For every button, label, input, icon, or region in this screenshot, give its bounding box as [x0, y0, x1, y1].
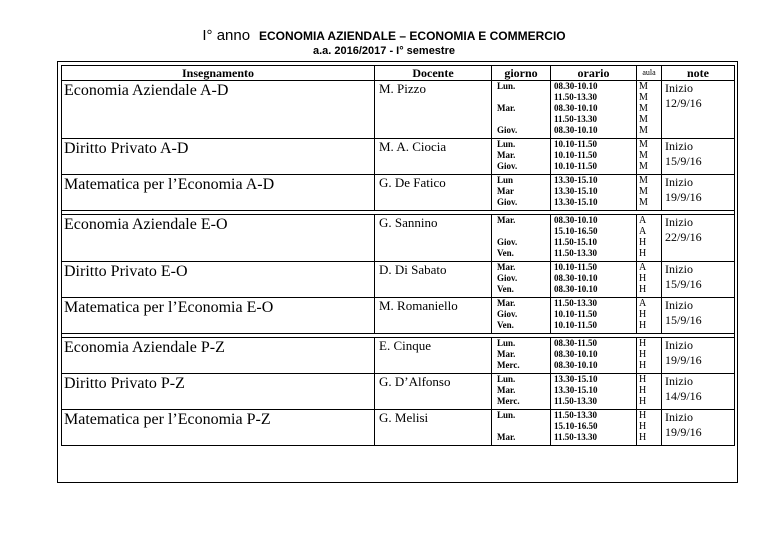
time-slot: 10.10-11.50: [554, 161, 598, 171]
time-slot: 11.50-13.30: [554, 92, 598, 102]
days-cell: [492, 410, 551, 446]
course-cell: [62, 215, 375, 262]
rooms-cell: [637, 139, 662, 175]
room-code: H: [639, 237, 647, 248]
time-slot: 15.10-16.50: [554, 421, 598, 431]
room-code: M: [639, 161, 648, 172]
days-cell: [492, 139, 551, 175]
day-label: Ven.: [497, 320, 514, 330]
day-label: Merc.: [497, 396, 520, 406]
teacher-name: G. D’Alfonso: [379, 374, 451, 389]
time-slot: 13.30-15.10: [554, 385, 598, 395]
note-line: Inizio: [665, 81, 693, 95]
teacher-name: G. Sannino: [379, 215, 438, 230]
time-slot: 08.30-10.10: [554, 284, 598, 294]
course-name: Economia Aziendale E-O: [64, 216, 228, 233]
note-line: Inizio: [665, 215, 693, 229]
table-row: [62, 215, 735, 262]
day-label: Ven.: [497, 284, 514, 294]
note-line: 19/9/16: [665, 190, 702, 204]
teacher-name: D. Di Sabato: [379, 262, 447, 277]
teacher-name: M. Pizzo: [379, 81, 426, 96]
times-cell: [551, 298, 637, 334]
teacher-cell: [375, 139, 492, 175]
room-code: H: [639, 432, 647, 443]
teacher-name: G. Melisi: [379, 410, 429, 425]
course-name: Economia Aziendale A-D: [64, 82, 229, 99]
col-giorno: giorno: [492, 66, 551, 81]
table-row: [62, 410, 735, 446]
room-code: A: [639, 262, 647, 273]
note-cell: [662, 81, 735, 139]
note-line: Inizio: [665, 262, 693, 276]
time-slot: 10.10-11.50: [554, 139, 598, 149]
note-line: 15/9/16: [665, 313, 702, 327]
course-name: Diritto Privato A-D: [64, 140, 189, 157]
room-code: M: [639, 125, 648, 136]
title-year: I° anno: [202, 27, 251, 44]
day-label: [497, 226, 550, 237]
course-cell: [62, 410, 375, 446]
course-name: Matematica per l’Economia P-Z: [64, 411, 271, 428]
time-slot: 11.50-13.30: [554, 396, 598, 406]
time-slot: 08.30-10.10: [554, 103, 598, 113]
days-cell: [492, 262, 551, 298]
day-label: Mar.: [497, 432, 516, 442]
times-cell: [551, 81, 637, 139]
day-label: Lun.: [497, 410, 516, 420]
time-slot: 08.30-10.10: [554, 273, 598, 283]
course-name: Matematica per l’Economia E-O: [64, 299, 274, 316]
note-cell: [662, 175, 735, 211]
time-slot: 10.10-11.50: [554, 320, 598, 330]
time-slot: 08.30-11.50: [554, 338, 598, 348]
room-code: H: [639, 374, 647, 385]
course-cell: [62, 262, 375, 298]
note-line: 22/9/16: [665, 230, 702, 244]
col-note: note: [662, 66, 735, 81]
table-row: [62, 175, 735, 211]
teacher-cell: [375, 410, 492, 446]
times-cell: [551, 262, 637, 298]
teacher-cell: [375, 374, 492, 410]
note-line: Inizio: [665, 338, 693, 352]
day-label: [497, 421, 550, 432]
teacher-name: M. Romaniello: [379, 298, 458, 313]
table-row: [62, 262, 735, 298]
note-line: Inizio: [665, 298, 693, 312]
room-code: H: [639, 309, 647, 320]
day-label: Mar: [497, 186, 514, 196]
time-slot: 11.50-15.10: [554, 237, 598, 247]
day-label: Lun.: [497, 374, 516, 384]
days-cell: [492, 338, 551, 374]
room-code: M: [639, 197, 648, 208]
day-label: Lun: [497, 175, 514, 185]
day-label: Lun.: [497, 139, 516, 149]
room-code: H: [639, 410, 647, 421]
time-slot: 08.30-10.10: [554, 360, 598, 370]
days-cell: [492, 81, 551, 139]
room-code: H: [639, 273, 647, 284]
course-name: Economia Aziendale P-Z: [64, 339, 225, 356]
room-code: H: [639, 284, 647, 295]
times-cell: [551, 215, 637, 262]
table-row: [62, 298, 735, 334]
room-code: H: [639, 320, 647, 331]
time-slot: 11.50-13.30: [554, 248, 598, 258]
teacher-cell: [375, 262, 492, 298]
time-slot: 11.50-13.30: [554, 432, 598, 442]
times-cell: [551, 374, 637, 410]
note-cell: [662, 338, 735, 374]
time-slot: 11.50-13.30: [554, 410, 598, 420]
table-row: [62, 374, 735, 410]
schedule-table: [61, 65, 735, 446]
note-cell: [662, 298, 735, 334]
col-orario: orario: [551, 66, 637, 81]
note-cell: [662, 374, 735, 410]
day-label: Mar.: [497, 103, 516, 113]
rooms-cell: [637, 262, 662, 298]
times-cell: [551, 410, 637, 446]
day-label: Giov.: [497, 273, 518, 283]
note-line: 19/9/16: [665, 425, 702, 439]
rooms-cell: [637, 81, 662, 139]
course-cell: [62, 139, 375, 175]
day-label: Mar.: [497, 150, 516, 160]
teacher-name: G. De Fatico: [379, 175, 446, 190]
room-code: H: [639, 421, 647, 432]
time-slot: 13.30-15.10: [554, 186, 598, 196]
rooms-cell: [637, 175, 662, 211]
note-cell: [662, 215, 735, 262]
days-cell: [492, 175, 551, 211]
time-slot: 15.10-16.50: [554, 226, 598, 236]
day-label: Mar.: [497, 385, 516, 395]
rooms-cell: [637, 298, 662, 334]
day-label: [497, 92, 550, 103]
teacher-cell: [375, 175, 492, 211]
time-slot: 08.30-10.10: [554, 81, 598, 91]
days-cell: [492, 374, 551, 410]
time-slot: 10.10-11.50: [554, 150, 598, 160]
time-slot: 11.50-13.30: [554, 298, 598, 308]
room-code: M: [639, 175, 648, 186]
teacher-cell: [375, 338, 492, 374]
note-cell: [662, 410, 735, 446]
note-cell: [662, 139, 735, 175]
day-label: [497, 114, 550, 125]
page-subtitle: a.a. 2016/2017 - I° semestre: [312, 45, 455, 57]
course-cell: [62, 338, 375, 374]
times-cell: [551, 338, 637, 374]
time-slot: 13.30-15.10: [554, 197, 598, 207]
time-slot: 08.30-10.10: [554, 125, 598, 135]
room-code: M: [639, 114, 648, 125]
room-code: M: [639, 139, 648, 150]
teacher-cell: [375, 215, 492, 262]
room-code: M: [639, 92, 648, 103]
day-label: Lun.: [497, 338, 516, 348]
note-cell: [662, 262, 735, 298]
teacher-name: M. A. Ciocia: [379, 139, 447, 154]
room-code: H: [639, 248, 647, 259]
course-name: Diritto Privato P-Z: [64, 375, 185, 392]
days-cell: [492, 215, 551, 262]
time-slot: 08.30-10.10: [554, 215, 598, 225]
day-label: Giov.: [497, 197, 518, 207]
table-row: [62, 81, 735, 139]
times-cell: [551, 139, 637, 175]
teacher-cell: [375, 298, 492, 334]
note-line: 15/9/16: [665, 277, 702, 291]
room-code: A: [639, 226, 647, 237]
room-code: M: [639, 103, 648, 114]
note-line: 19/9/16: [665, 353, 702, 367]
room-code: M: [639, 81, 648, 92]
note-line: 12/9/16: [665, 96, 702, 110]
day-label: Ven.: [497, 248, 514, 258]
course-cell: [62, 81, 375, 139]
schedule-body: [62, 81, 735, 446]
room-code: H: [639, 385, 647, 396]
room-code: H: [639, 349, 647, 360]
header-row: [62, 66, 735, 81]
times-cell: [551, 175, 637, 211]
room-code: A: [639, 298, 647, 309]
day-label: Giov.: [497, 125, 518, 135]
day-label: Lun.: [497, 81, 516, 91]
title-course: ECONOMIA AZIENDALE – ECONOMIA E COMMERCIO: [258, 29, 566, 43]
note-line: 14/9/16: [665, 389, 702, 403]
day-label: Mar.: [497, 349, 516, 359]
rooms-cell: [637, 215, 662, 262]
note-line: Inizio: [665, 374, 693, 388]
day-label: Giov.: [497, 309, 518, 319]
table-row: [62, 139, 735, 175]
course-name: Diritto Privato E-O: [64, 263, 188, 280]
rooms-cell: [637, 410, 662, 446]
room-code: H: [639, 360, 647, 371]
room-code: M: [639, 186, 648, 197]
time-slot: 13.30-15.10: [554, 374, 598, 384]
room-code: H: [639, 338, 647, 349]
day-label: Mar.: [497, 262, 516, 272]
rooms-cell: [637, 374, 662, 410]
course-cell: [62, 175, 375, 211]
day-label: Merc.: [497, 360, 520, 370]
course-cell: [62, 374, 375, 410]
room-code: M: [639, 150, 648, 161]
teacher-cell: [375, 81, 492, 139]
time-slot: 11.50-13.30: [554, 114, 598, 124]
day-label: Mar.: [497, 215, 516, 225]
course-name: Matematica per l’Economia A-D: [64, 176, 275, 193]
rooms-cell: [637, 338, 662, 374]
teacher-name: E. Cinque: [379, 338, 431, 353]
days-cell: [492, 298, 551, 334]
day-label: Giov.: [497, 237, 518, 247]
table-row: [62, 338, 735, 374]
note-line: Inizio: [665, 175, 693, 189]
note-line: 15/9/16: [665, 154, 702, 168]
note-line: Inizio: [665, 139, 693, 153]
day-label: Mar.: [497, 298, 516, 308]
time-slot: 13.30-15.10: [554, 175, 598, 185]
col-insegnamento: Insegnamento: [62, 66, 375, 81]
page-title: [0, 27, 768, 45]
note-line: Inizio: [665, 410, 693, 424]
time-slot: 10.10-11.50: [554, 309, 598, 319]
day-label: Giov.: [497, 161, 518, 171]
col-aula: aula: [637, 66, 662, 81]
col-docente: Docente: [375, 66, 492, 81]
time-slot: 10.10-11.50: [554, 262, 598, 272]
room-code: A: [639, 215, 647, 226]
room-code: H: [639, 396, 647, 407]
course-cell: [62, 298, 375, 334]
time-slot: 08.30-10.10: [554, 349, 598, 359]
